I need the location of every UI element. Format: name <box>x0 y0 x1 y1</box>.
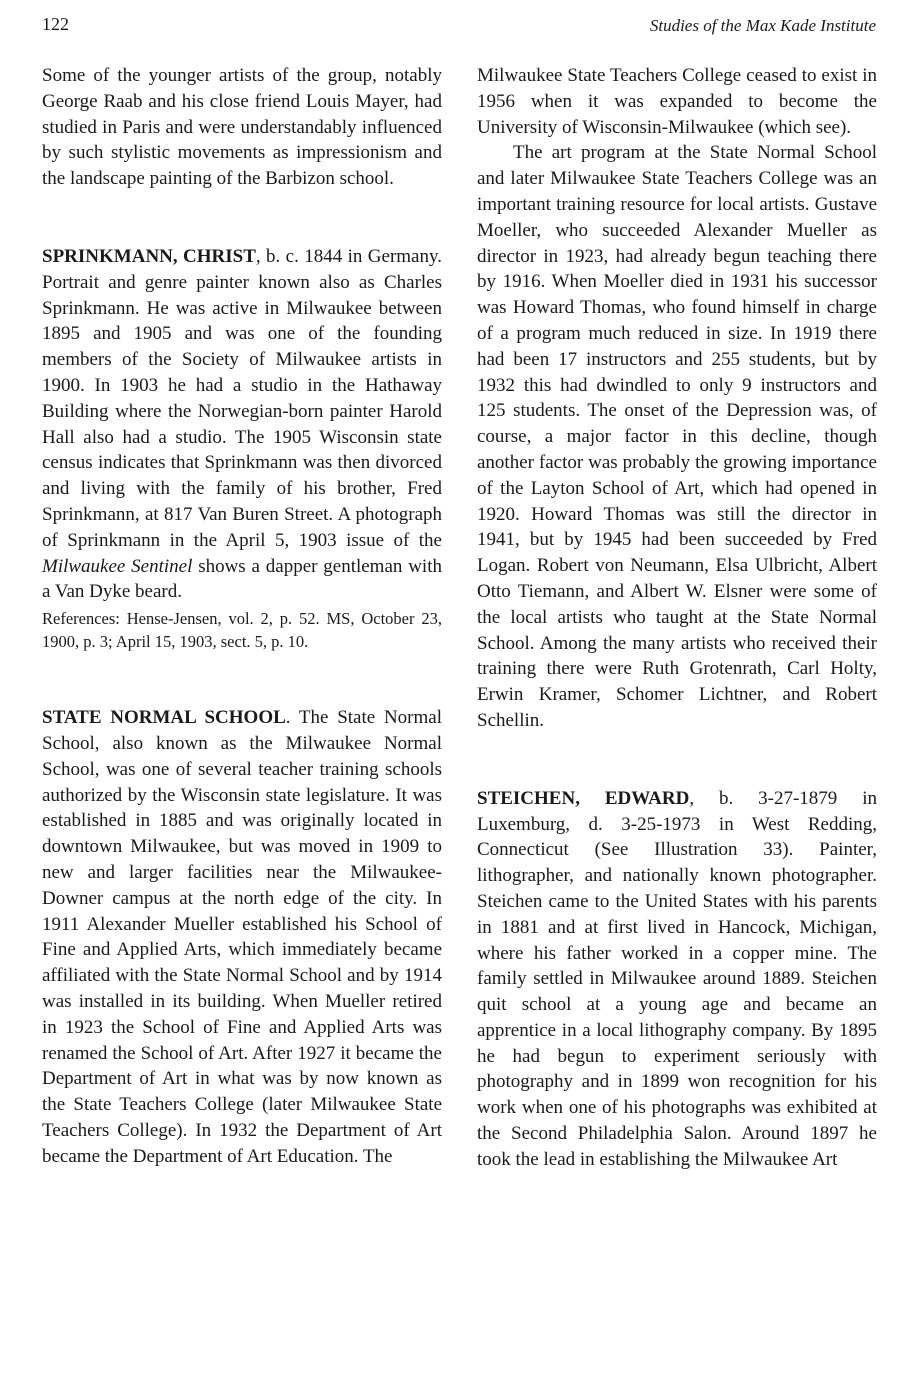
page-number: 122 <box>42 14 69 34</box>
entry-spacer <box>477 734 877 786</box>
intro-paragraph: Some of the younger artists of the group, notably George Raab and his close friend Louis Mayer, had studied in Paris and were understandably influenced by such stylistic movements as impressionism and the landscape painting of the Barbizon school. <box>42 65 442 190</box>
entry-sprinkmann-text <box>42 244 442 605</box>
references: References: Hense-Jensen, vol. 2, p. 52. MS, October 23, 1900, p. 3; April 15, 1903, sect. 5, p. 10. <box>42 609 442 652</box>
continuation-paragraph: Milwaukee State Teachers College ceased to exist in 1956 when it was expanded to become the University of Wisconsin-Milwaukee (which see). <box>477 65 877 138</box>
running-head: Studies of the Max Kade Institute <box>649 16 876 35</box>
entry-body: , b. c. 1844 in Germany. Portrait and genre painter known also as Charles Sprinkmann. He was active in Milwaukee between 1895 and 1905 and was one of the founding members of the Society of Milwaukee artists in 1900. In 1903 he had a studio in the Hathaway Building where the Norwegian-born painter Harold Hall also had a studio. The 1905 Wisconsin state census indicates that Sprinkmann was then divorced and living with the family of his brother, Fred Sprinkmann, at 817 Van Buren Street. A photograph of Sprinkmann in the April 5, 1903 issue of the <box>42 245 443 551</box>
newspaper-title: Milwaukee Sentinel <box>42 555 193 577</box>
entry-steichen-text <box>477 786 877 1173</box>
entry-spacer <box>42 653 442 705</box>
entry-heading: STEICHEN, EDWARD <box>477 787 690 809</box>
entry-heading: SPRINKMANN, CHRIST <box>42 245 256 267</box>
entry-body: , b. 3-27-1879 in Luxemburg, d. 3-25-1973 in West Redding, Connecticut (See Illustration 33). Painter, lithographer, and nationally known photographer. Steichen came to the United States with his parents in 1881 and at first lived in Hancock, Michigan, where his father worked in a copper mine. The family settled in Milwaukee around 1889. Steichen quit school at a young age and became an apprentice in a local lithography company. By 1895 he had begun to experiment seriously with photography and in 1899 won recognition for his work when one of his photographs was exhibited at the Second Philadelphia Salon. Around 1897 he took the lead in establishing the Milwaukee Art <box>477 787 878 1170</box>
entry-state-normal-text <box>42 705 442 1169</box>
entry-sprinkmann <box>42 244 442 653</box>
entry-body: . The State Normal School, also known as the Milwaukee Normal School, was one of several teacher training schools authorized by the Wisconsin state legislature. It was established in 1885 and was originally located in downtown Milwaukee, but was moved in 1909 to new and larger facilities near the Milwaukee-Downer campus at the north edge of the city. In 1911 Alexander Mueller established his School of Fine and Applied Arts, which immediately became affiliated with the State Normal School and by 1914 was installed in its building. When Mueller retired in 1923 the School of Fine and Applied Arts was renamed the School of Art. After 1927 it became the Department of Art in what was by now known as the State Teachers College (later Milwaukee State Teachers College). In 1932 the Department of Art became the Department of Art Education. The <box>42 707 442 1167</box>
entry-body-end: shows a dapper gentleman with a Van Dyke beard. <box>42 555 442 603</box>
entry-heading: STATE NORMAL SCHOOL <box>42 707 286 729</box>
entry-steichen <box>477 786 877 1173</box>
left-column <box>42 63 442 1169</box>
entry-state-normal-school <box>42 705 442 1169</box>
right-column <box>477 63 877 1173</box>
entry-spacer <box>42 192 442 244</box>
art-program-paragraph: The art program at the State Normal School and later Milwaukee State Teachers College was an important training resource for local artists. Gustave Moeller, who succeeded Alexander Mueller as director in 1923, had already begun teaching there by 1916. When Moeller died in 1931 his successor was Howard Thomas, who found himself in charge of a program much reduced in size. In 1919 there had been 17 instructors and 255 students, but by 1932 this had dwindled to only 9 instructors and 125 students. The onset of the Depression was, of course, a major factor in this decline, though another factor was probably the growing importance of the Layton School of Art, which had opened in 1920. Howard Thomas was still the director in 1941, but by 1945 had been succeeded by Fred Logan. Robert von Neumann, Elsa Ulbricht, Albert Otto Tiemann, and Albert W. Elsner were some of the local artists who taught at the State Normal School. Among the many artists who received their training there were Ruth Grotenrath, Carl Holty, Erwin Kramer, Schomer Lichtner, and Robert Schellin. <box>477 142 877 731</box>
